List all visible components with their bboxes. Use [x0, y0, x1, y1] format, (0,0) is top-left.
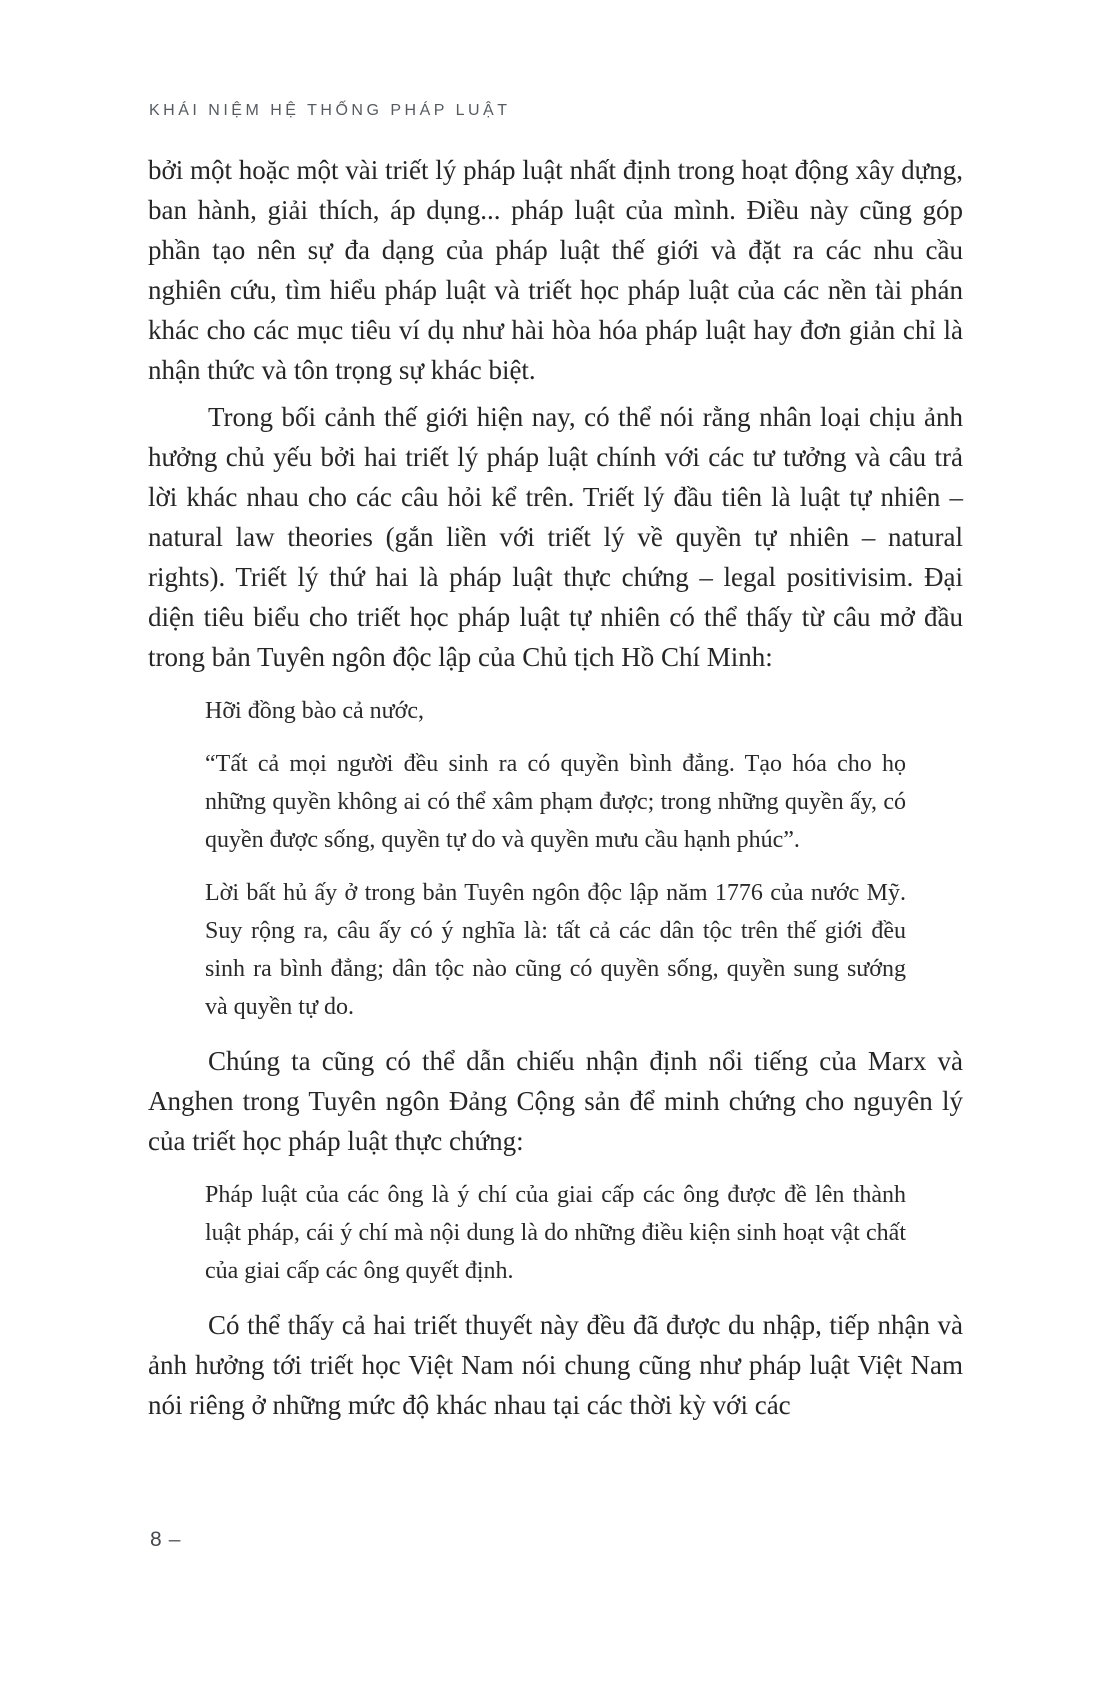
running-header: KHÁI NIỆM HỆ THỐNG PHÁP LUẬT: [149, 102, 511, 119]
paragraph: bởi một hoặc một vài triết lý pháp luật nhất định trong hoạt động xây dựng, ban hành, giải thích, áp dụng... pháp luật của mình. Điều này cũng góp phần tạo nên sự đa dạng của pháp luật thế giới và đặt ra các nhu cầu nghiên cứu, tìm hiểu pháp luật và triết học pháp luật của các nền tài phán khác cho các mục tiêu ví dụ như hài hòa hóa pháp luật hay đơn giản chỉ là nhận thức và tôn trọng sự khác biệt.: [148, 155, 963, 385]
block-quote: Lời bất hủ ấy ở trong bản Tuyên ngôn độc lập năm 1776 của nước Mỹ. Suy rộng ra, câu ấy có ý nghĩa là: tất cả các dân tộc trên thế giới đều sinh ra bình đẳng; dân tộc nào cũng có quyền sống, quyền sung sướng và quyền tự do.: [205, 880, 906, 1020]
page-body: [148, 150, 963, 1432]
page-number: 8: [150, 1528, 163, 1551]
page-footer: [150, 1528, 181, 1552]
paragraph: Chúng ta cũng có thể dẫn chiếu nhận định nổi tiếng của Marx và Anghen trong Tuyên ngôn Đảng Cộng sản để minh chứng cho nguyên lý của triết học pháp luật thực chứng:: [148, 1046, 963, 1156]
block-quote: Hỡi đồng bào cả nước,: [205, 698, 424, 724]
block-quote: Pháp luật của các ông là ý chí của giai cấp các ông được đề lên thành luật pháp, cái ý chí mà nội dung là do những điều kiện sinh hoạt vật chất của giai cấp các ông quyết định.: [205, 1182, 906, 1284]
paragraph: Có thể thấy cả hai triết thuyết này đều đã được du nhập, tiếp nhận và ảnh hưởng tới triết học Việt Nam nói chung cũng như pháp luật Việt Nam nói riêng ở những mức độ khác nhau tại các thời kỳ với các: [148, 1310, 963, 1420]
footer-dash: –: [168, 1528, 182, 1551]
block-quote: “Tất cả mọi người đều sinh ra có quyền bình đẳng. Tạo hóa cho họ những quyền không ai có thể xâm phạm được; trong những quyền ấy, có quyền được sống, quyền tự do và quyền mưu cầu hạnh phúc”.: [205, 751, 906, 853]
paragraph: Trong bối cảnh thế giới hiện nay, có thể nói rằng nhân loại chịu ảnh hưởng chủ yếu bởi hai triết lý pháp luật chính với các tư tưởng và câu trả lời khác nhau cho các câu hỏi kể trên. Triết lý đầu tiên là luật tự nhiên – natural law theories (gắn liền với triết lý về quyền tự nhiên – natural rights). Triết lý thứ hai là pháp luật thực chứng – legal positivisim. Đại diện tiêu biểu cho triết học pháp luật tự nhiên có thể thấy từ câu mở đầu trong bản Tuyên ngôn độc lập của Chủ tịch Hồ Chí Minh:: [148, 402, 963, 672]
